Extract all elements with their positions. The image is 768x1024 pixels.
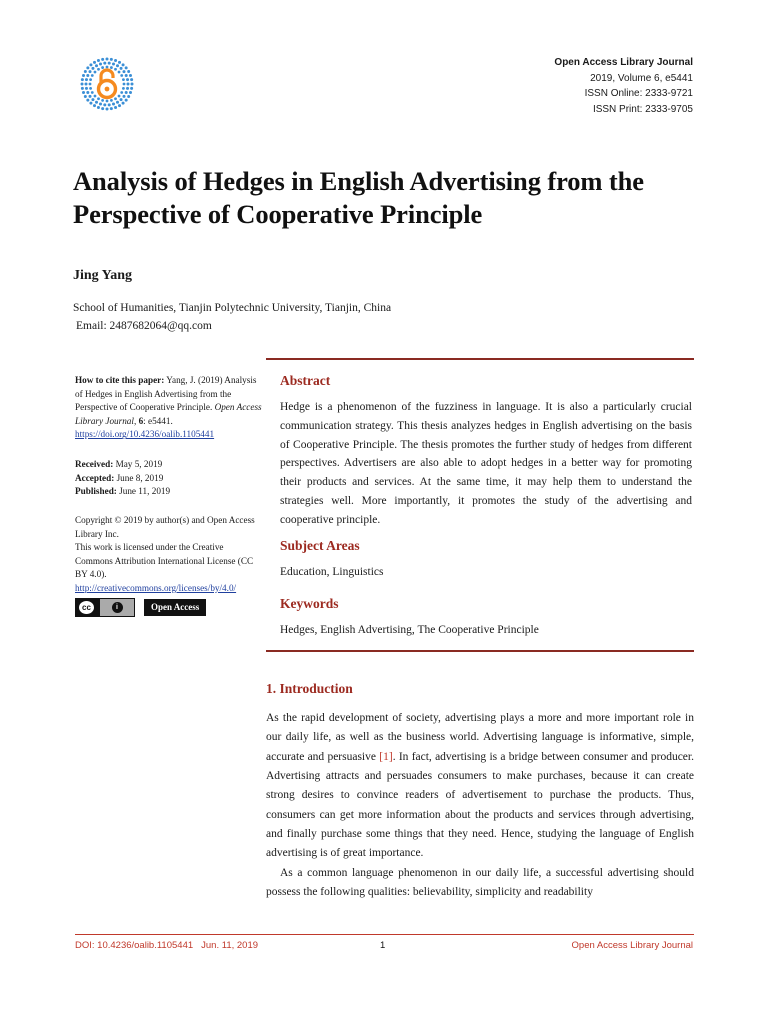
abstract-top-rule — [266, 358, 694, 360]
issn-print: ISSN Print: 2333-9705 — [592, 103, 693, 115]
logo-dot — [82, 74, 85, 77]
license-line: This work is licensed under the Creative Commons Attribution International License (CC BY 4.0). — [75, 542, 254, 580]
logo-dot — [82, 91, 85, 94]
logo-dot — [110, 66, 113, 69]
cite-volume: 6 — [138, 415, 144, 426]
attribution-icon: i — [112, 602, 123, 613]
logo-dot — [108, 103, 111, 106]
logo-dot — [120, 67, 123, 70]
logo-dot — [112, 102, 115, 105]
copyright-notice — [75, 514, 263, 596]
logo-dot — [118, 61, 121, 64]
logo-dot — [106, 108, 109, 111]
intro-text-a: As the rapid development of society, advertising plays a more and more important role in our daily life, as well as the business world. Advertising language is informative, simple, accurate and persuasive — [266, 712, 694, 763]
logo-dot — [91, 74, 94, 77]
logo-dot — [125, 99, 128, 102]
volume-line: 2019, Volume 6, e5441 — [590, 72, 693, 84]
logo-dot — [103, 103, 106, 106]
logo-dot — [126, 87, 129, 90]
logo-dot — [106, 58, 109, 61]
footer-date: Jun. 11, 2019 — [201, 940, 259, 951]
intro-text-b: . In fact, advertising is a bridge between consumer and producer. Advertising attracts and persuades consumers to make purchases, because it can create strong desires to convince readers of advertisement to purchase the products. Thus, consumers can get more information about the products and services through advertising, and finally purchase some things that they need. Hence, studying the language of English advertising is of great importance. — [266, 750, 694, 860]
logo-dot — [91, 98, 94, 101]
article-dates — [75, 458, 263, 499]
intro-paragraph: As a common language phenomenon in our daily life, a successful advertising should possess the following qualities: believability, simplicity and readability — [266, 866, 694, 899]
footer-doi — [75, 939, 258, 952]
logo-dot — [129, 91, 132, 94]
logo-dot — [116, 101, 119, 104]
open-access-logo-icon — [80, 57, 134, 111]
logo-dot — [89, 95, 92, 98]
logo-dot — [97, 59, 100, 62]
logo-dot — [122, 63, 125, 66]
received-date: May 5, 2019 — [115, 459, 163, 469]
logo-dot — [125, 91, 128, 94]
logo-dot — [123, 83, 126, 86]
logo-dot — [84, 95, 87, 98]
logo-dot — [97, 106, 100, 109]
logo-dot — [91, 91, 94, 94]
logo-dot — [127, 95, 130, 98]
logo-dot — [97, 97, 100, 100]
logo-dot — [114, 97, 117, 100]
cite-journal: Open Access Library Journal — [75, 402, 262, 426]
introduction-heading: 1. Introduction — [266, 681, 353, 696]
logo-dot — [120, 98, 123, 101]
logo-dot — [89, 78, 92, 81]
cite-label: How to cite this paper: — [75, 375, 165, 385]
logo-dot — [110, 58, 113, 61]
journal-info — [554, 55, 693, 117]
published-date: June 11, 2019 — [119, 486, 171, 497]
logo-dot — [86, 99, 89, 102]
logo-dot — [94, 71, 97, 74]
logo-dot — [131, 83, 134, 86]
logo-dot — [122, 95, 125, 98]
logo-dot — [81, 78, 84, 81]
logo-dot — [89, 70, 92, 73]
license-link[interactable]: http://creativecommons.org/licenses/by/4.0/ — [75, 582, 237, 593]
logo-dot — [89, 87, 92, 90]
logo-dot — [101, 107, 104, 110]
logo-dot — [85, 78, 88, 81]
logo-dot — [101, 58, 104, 61]
logo-dot — [130, 87, 133, 90]
logo-dot — [122, 102, 125, 105]
logo-dot — [93, 104, 96, 107]
cite-tail: : e5441. — [143, 415, 173, 426]
logo-dot — [118, 95, 121, 98]
logo-dot — [122, 87, 125, 90]
logo-dot — [101, 99, 104, 102]
logo-dot — [120, 74, 123, 77]
logo-dot — [127, 70, 130, 73]
copyright-line: Copyright © 2019 by author(s) and Open Access Library Inc. — [75, 515, 255, 539]
logo-dot — [95, 101, 98, 104]
logo-dot — [122, 70, 125, 73]
logo-dot — [129, 74, 132, 77]
logo-dot — [110, 99, 113, 102]
logo-dot — [86, 66, 89, 69]
logo-dot — [127, 83, 130, 86]
logo-dot — [89, 102, 92, 105]
logo-dot — [114, 59, 117, 62]
abstract-bottom-rule — [266, 650, 694, 652]
logo-dot — [89, 83, 92, 86]
abstract-text: Hedge is a phenomenon of the fuzziness in language. It is also a particularly crucial communication strategy. This thesis analyzes hedges in English advertising on the basis of Cooperative Principle. The thesis promotes the further study of hedges from different perspectives. Advertisers are also able to adopt hedges in a better way for promoting their products and services. At the same time, it may help them to understand the strategies well. More importantly, it promotes the study of the advertising and cooperative principle. — [280, 401, 692, 526]
logo-dot — [89, 63, 92, 66]
logo-dot — [125, 66, 128, 69]
logo-dot — [103, 62, 106, 65]
accepted-label: Accepted: — [75, 472, 115, 483]
subject-areas-heading: Subject Areas — [280, 538, 360, 553]
logo-dot — [86, 74, 89, 77]
logo-dot — [85, 87, 88, 90]
logo-dot — [99, 102, 102, 105]
logo-dot — [130, 78, 133, 81]
cite-text: Yang, J. (2019) Analysis of Hedges in English Advertising from the Perspective of Cooperative Principle. — [75, 375, 257, 413]
logo-dot — [81, 87, 84, 90]
logo-dot — [101, 66, 104, 69]
footer-journal: Open Access Library Journal — [571, 940, 693, 951]
logo-dot — [81, 83, 84, 86]
page-number: 1 — [380, 940, 386, 951]
logo-dot — [106, 66, 109, 69]
logo-dot — [125, 74, 128, 77]
logo-dot — [122, 78, 125, 81]
logo-dot — [110, 107, 113, 110]
subject-areas-text: Education, Linguistics — [280, 566, 384, 578]
logo-dot — [95, 64, 98, 67]
logo-dot — [120, 91, 123, 94]
journal-name: Open Access Library Journal — [554, 57, 693, 68]
keywords-heading: Keywords — [280, 596, 339, 611]
published-label: Published: — [75, 486, 117, 497]
keywords-text: Hedges, English Advertising, The Cooperative Principle — [280, 624, 539, 636]
footer-doi-text: DOI: 10.4236/oalib.1105441 — [75, 940, 194, 951]
logo-dot — [112, 63, 115, 66]
lock-keyhole — [105, 87, 110, 92]
introduction-body — [266, 709, 694, 902]
author-name: Jing Yang — [73, 268, 133, 283]
open-access-badge[interactable]: Open Access — [144, 599, 206, 616]
logo-dot — [108, 62, 111, 65]
abstract-heading: Abstract — [280, 373, 331, 388]
logo-dot — [85, 83, 88, 86]
logo-dot — [94, 95, 97, 98]
logo-dot — [97, 68, 100, 71]
logo-dot — [93, 61, 96, 64]
footer-rule — [75, 934, 694, 935]
logo-dot — [118, 71, 121, 74]
logo-dot — [114, 106, 117, 109]
logo-dot — [84, 70, 87, 73]
logo-dot — [118, 104, 121, 107]
license-badges — [75, 598, 206, 617]
how-to-cite: How to cite this paper: Yang, J. (2019) Analysis of Hedges in English Advertising from the Perspective of Cooperative Principle. Open Access Library Journal, 6: e5441. https://doi.org/10.4236/oalib.1105441 — [75, 375, 262, 440]
logo-dot — [99, 63, 102, 66]
cite-doi-link[interactable]: https://doi.org/10.4236/oalib.1105441 — [75, 429, 215, 440]
logo-dot — [106, 100, 109, 103]
logo-dot — [114, 68, 117, 71]
cc-icon: cc — [78, 600, 95, 615]
reference-link[interactable]: [1] — [379, 750, 393, 763]
accepted-date: June 8, 2019 — [116, 472, 164, 483]
affiliation: School of Humanities, Tianjin Polytechnic University, Tianjin, China — [73, 302, 392, 314]
logo-dot — [86, 91, 89, 94]
issn-online: ISSN Online: 2333-9721 — [584, 88, 693, 99]
logo-dot — [116, 64, 119, 67]
article-title: Analysis of Hedges in English Advertising from the Perspective of Cooperative Principle — [73, 166, 644, 229]
intro-paragraph — [266, 709, 694, 864]
author-email: Email: 2487682064@qq.com — [76, 320, 212, 332]
received-label: Received: — [75, 459, 114, 469]
by-icon — [98, 599, 134, 616]
logo-dot — [91, 67, 94, 70]
cc-by-badge-icon[interactable] — [75, 598, 135, 617]
logo-dot — [126, 78, 129, 81]
